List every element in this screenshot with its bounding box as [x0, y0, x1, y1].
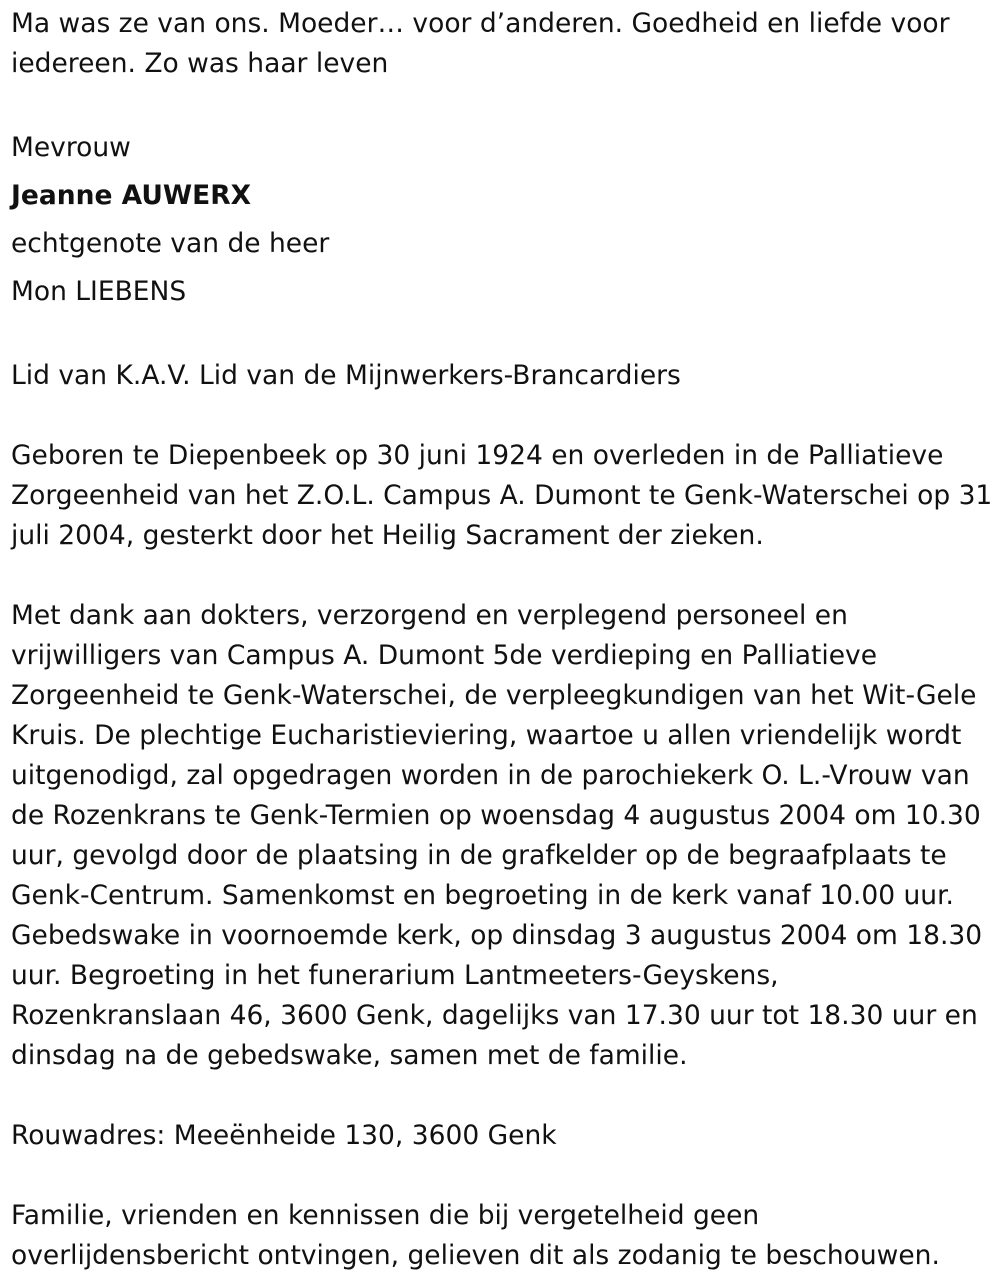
paragraph-gap — [11, 316, 993, 356]
birth-death-line: Geboren te Diepenbeek op 30 juni 1924 en overleden in de Palliatieve — [11, 440, 944, 471]
mourning-address: Rouwadres: Meeënheide 130, 3600 Genk — [11, 1120, 557, 1151]
spouse-name: Mon LIEBENS — [11, 276, 187, 307]
paragraph-gap — [11, 84, 993, 124]
obituary-document — [11, 4, 993, 1276]
thanks-line: vrijwilligers van Campus A. Dumont 5de verdieping en Palliatieve — [11, 640, 878, 671]
thanks-line: uur. Begroeting in het funerarium Lantmeeters-Geyskens, — [11, 960, 779, 991]
membership-paragraph — [11, 356, 993, 396]
person-relation: echtgenote van de heer — [11, 228, 330, 259]
quote-paragraph — [11, 4, 993, 84]
thanks-line: Zorgeenheid te Genk-Waterschei, de verpleegkundigen van het Wit-Gele — [11, 680, 977, 711]
thanks-line: Rozenkranslaan 46, 3600 Genk, dagelijks van 17.30 uur tot 18.30 uur en — [11, 1000, 978, 1031]
person-name: Jeanne AUWERX — [11, 180, 252, 211]
thanks-line: dinsdag na de gebedswake, samen met de familie. — [11, 1040, 688, 1071]
thanks-line: Gebedswake in voornoemde kerk, op dinsdag 3 augustus 2004 om 18.30 — [11, 920, 983, 951]
closing-paragraph — [11, 1196, 993, 1276]
thanks-ceremony-paragraph — [11, 596, 993, 1076]
paragraph-gap — [11, 1076, 993, 1116]
closing-line: overlijdensbericht ontvingen, gelieven dit als zodanig te beschouwen. — [11, 1240, 940, 1271]
person-title: Mevrouw — [11, 132, 131, 163]
person-block — [11, 124, 993, 316]
birth-death-paragraph — [11, 436, 993, 556]
quote-line: Ma was ze van ons. Moeder… voor d’anderen. Goedheid en liefde voor — [11, 8, 950, 39]
thanks-line: uitgenodigd, zal opgedragen worden in de parochiekerk O. L.-Vrouw van — [11, 760, 970, 791]
paragraph-gap — [11, 396, 993, 436]
closing-line: Familie, vrienden en kennissen die bij vergetelheid geen — [11, 1200, 760, 1231]
thanks-line: de Rozenkrans te Genk-Termien op woensdag 4 augustus 2004 om 10.30 — [11, 800, 981, 831]
birth-death-line: juli 2004, gesterkt door het Heilig Sacrament der zieken. — [11, 520, 764, 551]
address-paragraph — [11, 1116, 993, 1156]
thanks-line: uur, gevolgd door de plaatsing in de grafkelder op de begraafplaats te — [11, 840, 947, 871]
thanks-line: Kruis. De plechtige Eucharistieviering, waartoe u allen vriendelijk wordt — [11, 720, 962, 751]
thanks-line: Genk-Centrum. Samenkomst en begroeting in de kerk vanaf 10.00 uur. — [11, 880, 954, 911]
birth-death-line: Zorgeenheid van het Z.O.L. Campus A. Dumont te Genk-Waterschei op 31 — [11, 480, 993, 511]
thanks-line: Met dank aan dokters, verzorgend en verplegend personeel en — [11, 600, 848, 631]
paragraph-gap — [11, 1156, 993, 1196]
paragraph-gap — [11, 556, 993, 596]
quote-line: iedereen. Zo was haar leven — [11, 48, 389, 79]
membership-line: Lid van K.A.V. Lid van de Mijnwerkers-Brancardiers — [11, 360, 681, 391]
